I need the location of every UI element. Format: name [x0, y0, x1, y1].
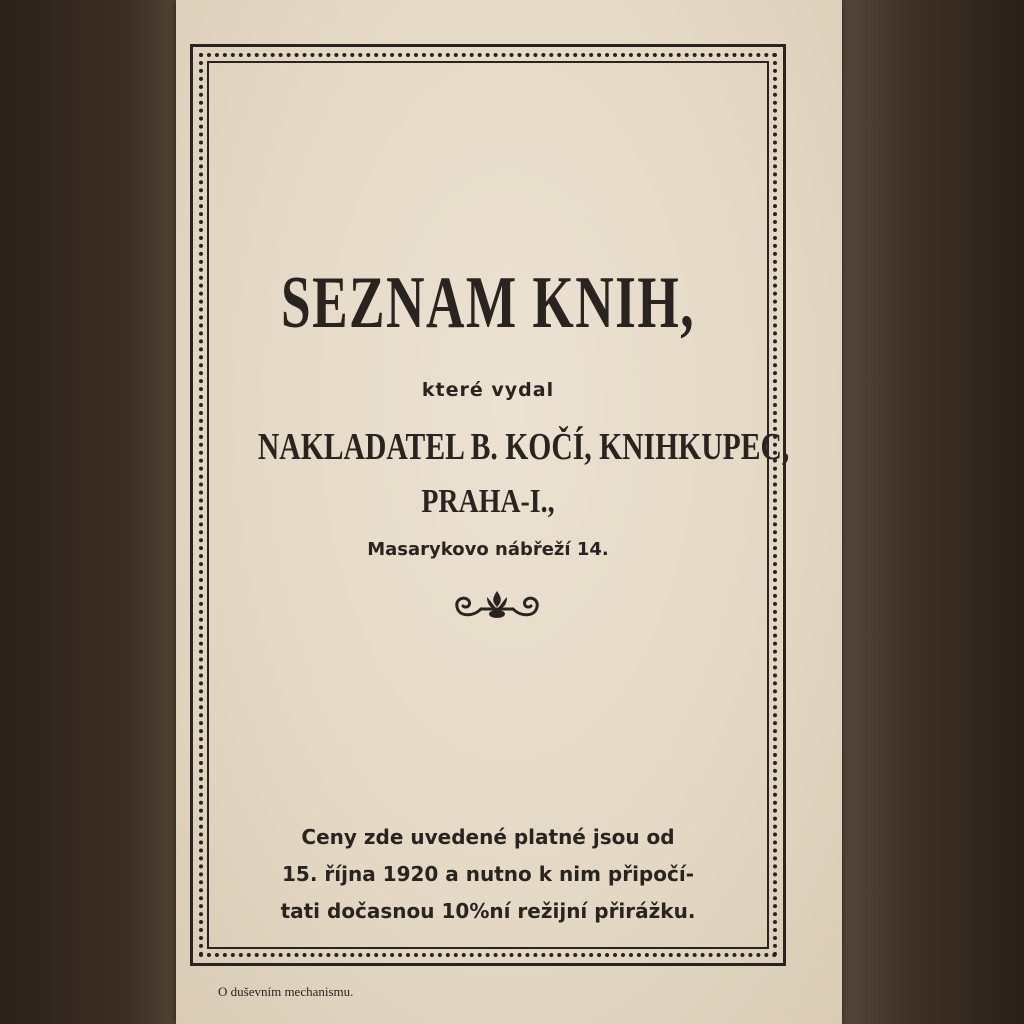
footer-text: O duševním mechanismu.: [218, 984, 354, 999]
notice-line-2: 15. října 1920 a nutno k nim připočí-: [282, 862, 694, 886]
publisher-city: PRAHA-I.,: [421, 483, 555, 520]
decorative-border: [190, 44, 790, 966]
page-title: SEZNAM KNIH,: [281, 262, 695, 344]
subtitle: které vydal: [421, 379, 555, 401]
notice-line-1: Ceny zde uvedené platné jsou od: [301, 825, 675, 849]
book-edge-right: [840, 0, 1024, 1024]
notice-line-3: tati dočasnou 10%ní režijní přirážku.: [280, 899, 696, 923]
publisher-address: Masarykovo nábřeží 14.: [367, 539, 609, 560]
fleuron-ornament-icon: [451, 587, 543, 623]
price-notice: [193, 819, 783, 930]
book-edge-left: [0, 0, 178, 1024]
publisher-name: NAKLADATEL B. KOČÍ, KNIHKUPEC,: [257, 426, 790, 468]
book-page: [176, 0, 842, 1024]
